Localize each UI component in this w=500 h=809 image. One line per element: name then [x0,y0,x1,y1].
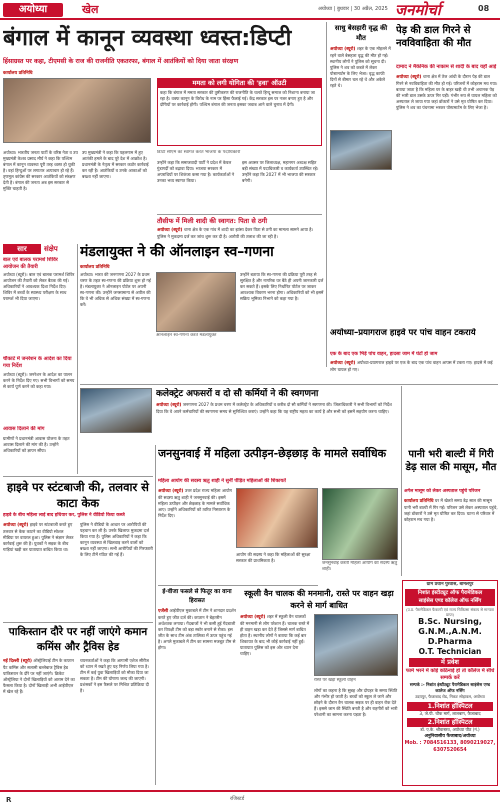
footer-center: रजिस्टर्ड [230,796,245,802]
lead-body-col3: उन्होंने कहा कि समाजवादी पार्टी ने प्रदेश में केवल गुंडागर्दी को बढ़ावा दिया। भाजपा सरकार में अपराधियों पर शिकंजा कसा गया है। कार्यकर्ताओं ने उनका भव्य स्वागत किया। [157,160,235,183]
advertisement [402,580,498,786]
school-van-byline: अयोध्या (ब्यूरो) [240,615,266,620]
collector-photo [80,388,152,433]
ipl-photo [236,488,318,548]
dateline: अयोध्या | बुधवार | 30 अप्रैल, 2025 [318,6,388,12]
hearing-body-col1: अयोध्या (ब्यूरो) उत्तर प्रदेश राज्य महिला आयोग की सदस्य ऋतु शाही ने जनसुनवाई की। इसमें महिला उत्पीड़न और छेड़छाड़ के मामले सर्वाधिक आए। उन्होंने अधिकारियों को त्वरित निस्तारण के निर्देश दिए। [158,488,232,518]
side2-byline: अयोध्या (ब्यूरो) [396,75,422,80]
ad-address: उदयपुर, फैजाबाद रोड, निकट सोहावल, अयोध्या [415,694,485,699]
divider [155,445,156,785]
divider [158,585,318,586]
online-caption: ऑनलाइन स्व-गणना करते मंडलायुक्त [156,333,217,338]
section-tag: खेल [82,3,99,16]
school-van-headline: स्कूली वैन चालक की मनमानी, रास्ते पर वाहन खड़ा करने से मार्ग बाधित [244,589,394,610]
ad-institute-line1: निशांत इंस्टीट्यूट ऑफ पैरामेडिकल [417,590,483,596]
online-photo [156,272,236,332]
saar-subtitle: संक्षेप [44,245,58,253]
stunt-byline: अयोध्या (ब्यूरो) [3,523,29,528]
lead-photo-caption: डिप्टी सीएम का स्वागत करते भाजपा के पदाधिकारी [157,150,241,155]
saar-item3-body: ग्रामीणों ने प्रधानमंत्री आवास योजना के तहत आवास दिलाने की मांग की है। उन्होंने अधिकारियों को ज्ञापन सौंपा। [3,436,70,453]
ad-institute [405,589,495,606]
footer-reg-mark: R [6,796,12,804]
highway-headline: अयोध्या–प्रयागराज हाइवे पर पांच वाहन टकराये [330,328,476,338]
ad-contact-head: सम्पर्क :- निशांत इंस्टीट्यूट पैरामेडिकल साइंसेस एण्ड कालेज ऑफ नर्सिंग [409,682,491,693]
lead-body-col2: उप मुख्यमंत्री ने कहा कि पहलगाम में हुए आतंकी हमले के बाद पूरे देश में आक्रोश है। प्रधानमंत्री के नेतृत्व में सरकार कठोर कार्रवाई कर रही है। आतंकियों व उनके आकाओं को बख्शा नहीं जाएगा। [82,150,149,179]
saar-item1-body: अयोध्या (ब्यूरो)। बाल एवं बालक परामर्श शिविर आयोजन की तैयारी को लेकर बैठक की गई। अधिकारियों ने आवश्यक दिशा निर्देश दिए। शिविर में बच्चों के स्वास्थ्य परीक्षण के साथ परामर्श भी दिया जाएगा। [3,272,75,301]
stunt-subhead: हाइवे के बीच महिला लाई बाद हथियार कर, पुलिस ने वीडियो किया कब्जे [3,513,125,518]
school-van-photo [314,614,398,676]
hearing-caption: जनसुनवाई करतीं महिला आयोग की सदस्य ऋतु शाही। [322,561,398,572]
divider [80,384,498,385]
side2-headline: पेड़ की डाल गिरने से नवविवाहिता की मौत [396,25,472,49]
stunt-body-col2: पुलिस ने वीडियो के आधार पर आरोपियों की पहचान कर ली है। उनके खिलाफ मुकदमा दर्ज किया गया है। पुलिस अधिकारियों ने कहा कि कानून व्यवस्था से खिलवाड़ करने वालों को बख्शा नहीं जाएगा। सभी आरोपियों की गिरफ्तारी के लिए टीमें गठित की गई हैं। [80,522,153,557]
highway-body: अयोध्या (ब्यूरो) अयोध्या-प्रयागराज हाइवे पर एक के बाद एक पांच वाहन आपस में टकरा गए। हादसे में कई लोग घायल हो गए। [330,360,493,372]
water-body: कार्यालय प्रतिनिधि घर में खेलते समय डेढ़ साल की मासूम पानी भरी बाल्टी में गिर गई। परिजन उसे लेकर अस्पताल पहुंचे, जहां डॉक्टरों ने उसे मृत घोषित कर दिया। घटना से परिवार में कोहराम मच गया है। [404,498,498,522]
ad-phone [403,740,497,747]
water-headline: पानी भरी बाल्टी में गिरी डेढ़ साल की मासूम, मौत [405,449,497,473]
lead-box [157,78,322,146]
stunt-body-col1: अयोध्या (ब्यूरो) हाइवे पर स्टंटबाजी करते हुए तलवार से केक काटने का वीडियो सोशल मीडिया पर वायरल हुआ। पुलिस ने संज्ञान लेकर कार्रवाई शुरू की है। युवकों ने सड़क के बीच गाड़ियां खड़ी कर यातायात बाधित किया था। [3,522,74,552]
ad-phone-numbers: 7084516133, 8090219027, [423,741,496,746]
ad-course-3: D.Pharma [427,637,473,646]
page-number: 08 [478,4,490,13]
sports-byline: नई दिल्ली (ब्यूरो) [3,659,32,664]
hearing-headline: जनसुनवाई में महिला उत्पीड़न-छेड़छाड़ के मामले सर्वाधिक [158,447,387,460]
water-byline: कार्यालय प्रतिनिधि [404,499,434,504]
ipl-byline: एजेंसी [158,609,169,614]
collector-byline: अयोध्या (ब्यूरो) [156,403,182,408]
online-headline: मंडलायुक्त ने की ऑनलाइन स्व–गणना [80,244,274,260]
masthead [0,0,500,20]
side1-body: अयोध्या (ब्यूरो) शहर के एक मोहल्ले में रहने वाले बेसहारा वृद्ध की मौत हो गई। स्थानीय लोगों ने पुलिस को सूचना दी। पुलिस ने शव को कब्जे में लेकर पोस्टमार्टम के लिए भेजा। वृद्ध काफी दिनों से बीमार चल रहे थे और अकेले रहते थे। [330,46,391,88]
hearing-byline: अयोध्या (ब्यूरो) [158,489,184,494]
side2-subhead: दामाद ने मैकेनिक की नाकाम से शादी के बाद यहाँ आई [396,64,497,70]
collector-body: अयोध्या (ब्यूरो) जनगणना 2027 के प्रथम चरण में कलेक्ट्रेट के अधिकारियों व करीब दो सौ कर्मियों ने स्वगणना की। जिलाधिकारी ने सभी विभागों को निर्देश दिया कि वे अपने कर्मचारियों की स्वगणना समय से सुनिश्चित कराएं। उन्होंने कहा कि यह राष्ट्रीय महत्व का कार्य है और सभी को इसमें सहयोग करना चाहिए। [156,402,392,414]
saar-item1-headline: बाल एवं बालक परामर्श शिविर आयोजन की तैयारी [3,257,58,270]
divider [326,22,327,367]
story2-headline: तौसीफ में मिली शादी की स्वागत: पिता से ठगी [157,217,268,225]
lead-body-col1: अयोध्या। भारतीय जनता पार्टी के वरिष्ठ नेता व उप मुख्यमंत्री केशव प्रसाद मौर्य ने कहा कि पश्चिम बंगाल में कानून व्यवस्था पूरी तरह ध्वस्त हो चुकी है। वहां हिन्दुओं पर लगातार अत्याचार हो रहे हैं। तृणमूल कांग्रेस की सरकार आतंकियों को संरक्षण देती है। बंगाल की जनता अब इस सरकार से मुक्ति चाहती है। [3,150,78,191]
school-van-body: अयोध्या (ब्यूरो) शहर में स्कूली वैन चालकों की मनमानी से लोग परेशान हैं। चालक रास्ते में ही वाहन खड़ा कर देते हैं जिससे मार्ग बाधित होता है। स्थानीय लोगों ने बताया कि कई बार शिकायत के बाद भी कोई कार्रवाई नहीं हुई। यातायात पुलिस को इस ओर ध्यान देना चाहिए। [240,614,310,656]
school-van-caption: रास्ते पर खड़ा स्कूली वाहन [314,678,356,683]
footer-rule [0,790,500,792]
lead-byline: कार्यालय प्रतिनिधि [3,71,33,76]
ipl-body: एजेंसी आईपीएल मुकाबले में टीम ने शानदार प्रदर्शन करते हुए जीत दर्ज की। कप्तान ने बेहतरीन अर्धशतक लगाया। गेंदबाजों ने भी कसी हुई गेंदबाजी कर विपक्षी टीम को बड़ा स्कोर बनाने से रोका। इस जीत के साथ टीम अंक तालिका में ऊपर पहुंच गई है। अगले मुकाबले में टीम का सामना मजबूत टीम से होगा। [158,608,236,650]
divider [77,244,78,474]
online-byline: कार्यालय प्रतिनिधि [80,265,110,270]
hearing-photo [322,488,398,560]
sports-headline: पाकिस्तान दौरे पर नहीं जाएंगे कमान कमिंस और ट्रैविस हेड [8,626,148,653]
saar-item2-body: अयोध्या (ब्यूरो)। जनरेशन के आदेश का पालन करने के निर्देश दिए गए। सभी विभागों को समय से कार्य पूर्ण करने को कहा गया। [3,372,75,389]
story2-body: अयोध्या (ब्यूरो) थाना क्षेत्र के एक गांव में शादी का झांसा देकर पिता से ठगी का मामला सामने आया है। पुलिस ने मुकदमा दर्ज कर जांच शुरू कर दी है। आरोपी की तलाश की जा रही है। [157,227,314,239]
saar-title: सार [3,244,41,254]
ad-institute-line2: साइंसेस एण्ड कॉलेज ऑफ नर्सिंग [418,597,482,604]
ad-hospital-1-address: 3, जे.पी. चौक मार्ग, लालबाग, फैजाबाद [419,711,481,716]
lead-box-title: ममता को लगी योगिता की 'हवा' ऑउटी [158,79,321,88]
water-subhead: अगेल मासूम को लेकर अस्पताल पहुंचे परिजन [404,489,481,494]
ad-hospital-1: 1.निशांत हॉस्पिटल [407,702,493,711]
ad-top-line: ग्राम प्रधान पुरवास, बामलपुर [426,582,474,587]
divider [3,622,153,623]
lead-photo [3,78,151,143]
ad-course-4: O.T. Technician [418,647,482,656]
hearing-body-col2: आयोग की सदस्य ने कहा कि महिलाओं की सुरक्षा सरकार की प्राथमिकता है। [236,552,311,563]
saar-item2-headline: चौकाटे में जनरेशन के आदेश का दिया गया निर्देश [3,356,72,369]
collector-headline: कलेक्ट्रेट अफसरों व दो सौ कर्मियों ने की स्वगणना [156,389,319,399]
divider [3,476,153,477]
highway-byline: अयोध्या (ब्यूरो) [330,361,356,366]
ad-phone-2: 6307520654 [433,748,467,753]
school-van-body2: लोगों का कहना है कि सुबह और दोपहर के समय स्थिति और गंभीर हो जाती है। बच्चों को स्कूल ले जाने और छोड़ने के दौरान वैन चालक सड़क पर ही वाहन रोक देते हैं। इससे जाम की स्थिति बनती है और राहगीरों को भारी परेशानी का सामना करना पड़ता है। [314,688,398,717]
divider [157,214,322,215]
saar-item3-headline: आवास दिलाने की मांग [3,426,45,432]
ad-admission: में प्रवेश [409,658,491,667]
divider [401,386,402,576]
lead-box-text: कहा कि बंगाल में ममता सरकार की तुष्टीकरण की राजनीति के चलते हिन्दू समाज को निशाना बनाया जा रहा है। वक्फ कानून के विरोध के नाम पर हिंसा फैलाई गई। केंद्र सरकार इस पर नजर बनाए हुए है और दोषियों पर कार्रवाई होगी। पश्चिम बंगाल की जनता इसका जवाब आने वाले चुनाव में देगी। [160,90,315,107]
lead-subhead: हिंसाग्रस्त पर कहा, टीएमसी के राज की राजनीति एकतरफा, बंगाल में आतंकियों को दिया जाता संरक्षण [3,58,239,65]
story2-byline: अयोध्या (ब्यूरो) [157,228,183,233]
ad-form-line: फार्म भरने में कोई कठिनाई हो तो कॉलेज में सीधे सम्पर्क करें [405,668,495,681]
ad-affiliation: (उ.प्र. पैरामेडिकल फैकल्टी एवं राज्य चिकित्सा संकाय से मान्यता प्राप्त) [406,607,494,617]
highway-subhead: एक के बाद एक भिड़े पांच वाहन, हादसा जाम में घंटों हो जाम [330,352,438,357]
online-body-col1: अयोध्या। भारत की जनगणना 2027 के प्रथम चरण के तहत स्व-गणना की प्रक्रिया शुरू हो गई है। मंडलायुक्त ने ऑनलाइन पोर्टल पर अपनी स्व-गणना की। उन्होंने जनसामान्य से अपील की कि वे भी अधिक से अधिक संख्या में स्व-गणना करें। [80,272,151,307]
lead-body-col4: इस अवसर पर जिलाध्यक्ष, महानगर अध्यक्ष सहित बड़ी संख्या में पदाधिकारी व कार्यकर्ता उपस्थित रहे। उन्होंने कहा कि 2027 में भी भाजपा की सरकार बनेगी। [242,160,319,183]
city-tag: अयोध्या [3,3,63,17]
hearing-subhead: महिला आयोग की सदस्य ऋतु शाही ने सुनीं पीड़ित महिलाओं की शिकायतें [158,479,286,484]
ipl-headline: ई-वीजा फसले से फितूर का वाना हिरासत [162,589,232,604]
sports-body-col2: चयनकर्ताओं ने कहा कि आगामी एशेज सीरीज को ध्यान में रखते हुए यह निर्णय लिया गया है। टीम में कई युवा खिलाड़ियों को मौका दिया जा सकता है। टीम की घोषणा जल्द की जाएगी। प्रशंसकों ने इस फैसले पर मिश्रित प्रतिक्रिया दी है। [80,658,149,693]
ad-hospital-2-address: डॉ. ए.के. श्रीवास्तव, अयोध्या पीठ (नं.) [420,727,480,732]
sports-body-col1: नई दिल्ली (ब्यूरो) ऑस्ट्रेलियाई टीम के कप्तान पैट कमिंस और सलामी बल्लेबाज ट्रैविस हेड पाकिस्तान के दौरे पर नहीं जाएंगे। क्रिकेट ऑस्ट्रेलिया ने दोनों खिलाड़ियों को आराम देने का फैसला किया है। दोनों खिलाड़ी अभी आईपीएल में खेल रहे हैं। [3,658,75,694]
ad-course-1: B.Sc. Nursing, [418,617,482,626]
stunt-headline: हाइवे पर स्टंटबाजी की, तलवार से काटा केक [7,480,149,510]
side1-photo [330,130,392,170]
lead-headline: बंगाल में कानून व्यवस्था ध्वस्त:डिप्टी [3,26,292,51]
ad-department: अनुनिवासीय फैजाबाद/अयोध्या [424,734,476,739]
side1-byline: अयोध्या (ब्यूरो) [330,47,356,52]
ad-course-2: G.N.M.,A.N.M. [418,627,482,636]
ad-hospital-2: 2.निशांत हॉस्पिटल [407,718,493,727]
side1-headline: साधु बेसहारी वृद्ध की मौत [334,24,388,42]
side2-body: अयोध्या (ब्यूरो) थाना क्षेत्र में तेज आंधी के दौरान पेड़ की डाल गिरने से नवविवाहिता की मौत हो गई। परिजनों में कोहराम मच गया। बताया जाता है कि महिला घर के बाहर खड़ी थी तभी अचानक पेड़ की भारी डाल उसके ऊपर गिर पड़ी। गंभीर रूप से घायल महिला को अस्पताल ले जाया गया जहां डॉक्टरों ने उसे मृत घोषित कर दिया। पुलिस ने शव का पंचनामा भरकर पोस्टमार्टम के लिए भेजा है। [396,74,498,110]
ad-phone-label: Mob. : [404,741,422,746]
paper-logo: जनमोर्चा [395,1,441,19]
online-body-col2: उन्होंने बताया कि स्व-गणना की प्रक्रिया पूरी तरह से सुरक्षित है और नागरिक घर बैठे ही अपनी जानकारी दर्ज कर सकते हैं। इसके लिए निर्धारित पोर्टल पर जाकर आवश्यक विवरण भरना होगा। अधिकारियों को भी इसमें सक्रिय भूमिका निभाने को कहा गया है। [240,272,324,301]
